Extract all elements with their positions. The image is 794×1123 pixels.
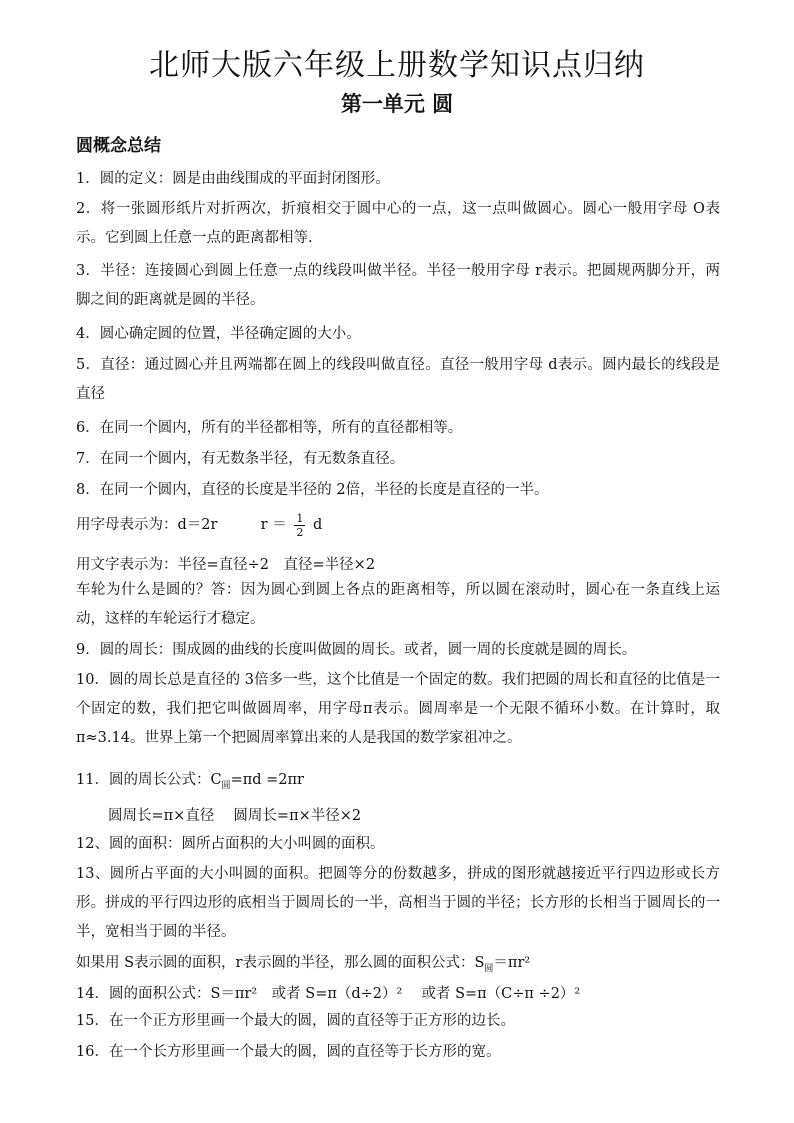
formula-d: 用字母表示为：d＝2r xyxy=(76,517,218,533)
item-7: 7．在同一个圆内，有无数条半径，有无数条直径。 xyxy=(76,451,405,467)
item-10: 10．圆的周长总是直径的 3倍多一些，这个比值是一个固定的数。我们把圆的周长和直径的比值是一个固定的数，我们把它叫做圆周率，用字母π表示。圆周率是一个无限不循环小数。在计算时，取π≈3.14。世界上第一个把圆周率算出来的人是我国的数学家祖冲之。 xyxy=(76,672,720,746)
item-6: 6．在同一个圆内，所有的半径都相等，所有的直径都相等。 xyxy=(76,420,463,436)
item-4: 4．圆心确定圆的位置，半径确定圆的大小。 xyxy=(76,326,361,342)
unit-title: 第一单元 圆 xyxy=(340,91,454,116)
item-9: 9．圆的周长：围成圆的曲线的长度叫做圆的周长。或者，圆一周的长度就是圆的周长。 xyxy=(76,642,637,658)
document-title: 北师大版六年级上册数学知识点归纳 xyxy=(149,48,645,83)
item-3: 3．半径：连接圆心到圆上任意一点的线段叫做半径。半径一般用字母 r表示。把圆规两脚分开，两脚之间的距离就是圆的半径。 xyxy=(76,263,720,308)
item-8: 8．在同一个圆内，直径的长度是半径的 2倍，半径的长度是直径的一半。 xyxy=(76,482,549,498)
formula-words: 用文字表示为：半径=直径÷2 直径=半径×2 xyxy=(76,557,376,573)
subscript-circle: 圆 xyxy=(221,780,231,791)
item-13: 13、圆所占平面的大小叫圆的面积。把圆等分的份数越多，拼成的图形就越接近平行四边形或长方形。拼成的平行四边形的底相当于圆周长的一半，高相当于圆的半径；长方形的长相当于圆周长的一半，宽相当于圆的半径。 xyxy=(76,866,720,940)
item-15: 15．在一个正方形里画一个最大的圆，圆的直径等于正方形的边长。 xyxy=(76,1013,515,1029)
item-2: 2．将一张圆形纸片对折两次，折痕相交于圆中心的一点，这一点叫做圆心。圆心一般用字母 O表示。它到圆上任意一点的距离都相等. xyxy=(76,201,720,246)
fraction-numerator: 1 xyxy=(296,511,304,525)
formula-letters xyxy=(76,510,322,540)
formula-r: r ＝ xyxy=(260,517,287,533)
item-11: 11．圆的周长公式：$C_圆=\pi d =2\pi r$ xyxy=(76,772,304,791)
subscript-circle-area: 圆 xyxy=(484,963,494,974)
formula-r-d: d xyxy=(312,517,323,533)
wheel-question: 车轮为什么是圆的？答：因为圆心到圆上各点的距离相等，所以圆在滚动时，圆心在一条直线上运动，这样的车轮运行才稳定。 xyxy=(76,582,720,627)
item-14: 14．圆的面积公式：S＝πr² 或者 S=π（d÷2）² 或者 S=π（C÷π ÷2）² xyxy=(76,986,581,1002)
item-12: 12、圆的面积：圆所占面积的大小叫圆的面积。 xyxy=(76,836,385,852)
fraction-denominator: 2 xyxy=(296,525,304,539)
fraction-one-half xyxy=(294,512,305,539)
section-heading: 圆概念总结 xyxy=(76,136,161,156)
item-11-line2: 圆周长=π×直径 圆周长=π×半径×2 xyxy=(108,808,362,824)
area-formula-line: 如果用 S表示圆的面积，r表示圆的半径，那么圆的面积公式：$S_圆=\pi r^2$ xyxy=(76,955,531,974)
item-1: 1．圆的定义：圆是由曲线围成的平面封闭图形。 xyxy=(76,171,390,187)
item-16: 16．在一个长方形里画一个最大的圆，圆的直径等于长方形的宽。 xyxy=(76,1044,501,1060)
item-5: 5．直径：通过圆心并且两端都在圆上的线段叫做直径。直径一般用字母 d表示。圆内最长的线段是直径 xyxy=(76,357,720,402)
